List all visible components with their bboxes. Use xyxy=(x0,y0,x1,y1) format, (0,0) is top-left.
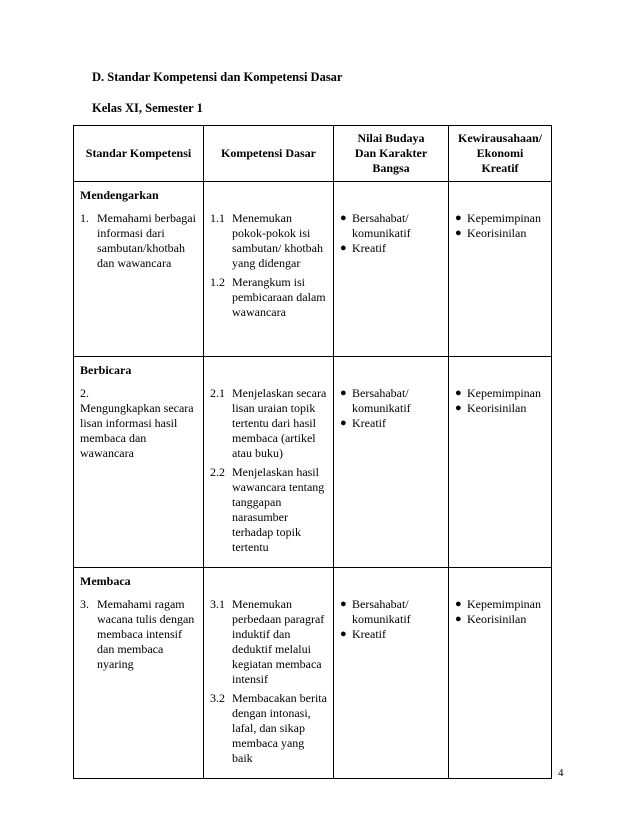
kd-item xyxy=(210,386,327,461)
competency-table xyxy=(73,125,552,779)
header-nilai-budaya xyxy=(334,126,449,182)
nilai-text: Kreatif xyxy=(352,415,386,430)
page-number: 4 xyxy=(558,767,564,779)
header-kew-line-1: Kewirausahaan/ xyxy=(457,131,542,145)
list-item xyxy=(340,211,442,241)
kd-item xyxy=(210,597,327,687)
sk-number: 2. xyxy=(80,385,89,400)
header-nilai-line-3: Bangsa xyxy=(372,161,410,175)
kd-number: 1.2 xyxy=(210,275,225,289)
list-item xyxy=(340,627,442,642)
list-item xyxy=(455,211,545,226)
kew-text: Keorisinilan xyxy=(467,226,527,240)
kd-item xyxy=(210,465,327,555)
class-semester-label: Kelas XI, Semester 1 xyxy=(92,101,203,115)
nilai-text: Kreatif xyxy=(352,626,386,641)
bullet-icon: ● xyxy=(340,627,347,640)
bullet-icon: ● xyxy=(455,612,462,625)
section-title: Berbicara xyxy=(74,356,204,383)
bullet-icon: ● xyxy=(340,416,347,429)
header-nilai-line-2: Dan Karakter xyxy=(354,146,428,160)
bullet-icon: ● xyxy=(340,212,347,224)
kd-number: 1.1 xyxy=(210,211,225,225)
kd-text: Membacakan berita dengan intonasi, lafal, dan sikap membaca yang baik xyxy=(232,690,327,765)
bullet-icon: ● xyxy=(455,212,462,224)
list-item xyxy=(455,597,545,612)
kd-item xyxy=(210,275,327,320)
bullet-icon: ● xyxy=(340,242,347,254)
sk-cell xyxy=(74,208,204,356)
kd-number: 3.2 xyxy=(210,690,225,705)
bullet-icon: ● xyxy=(455,597,462,610)
header-kew-line-3: Kreatif xyxy=(481,161,519,175)
nilai-text: Bersahabat/ komunikatif xyxy=(352,385,411,415)
kd-text: Menemukan perbedaan paragraf induktif dan deduktif melalui kegiatan membaca intensif xyxy=(232,596,325,686)
kd-item xyxy=(210,211,327,271)
header-kewirausahaan xyxy=(449,126,552,182)
bullet-icon: ● xyxy=(455,401,462,414)
bullet-icon: ● xyxy=(340,386,347,399)
list-item xyxy=(340,241,442,256)
sk-number: 3. xyxy=(80,596,89,611)
kew-text: Keorisinilan xyxy=(467,611,527,626)
section-title: Mendengarkan xyxy=(74,182,204,209)
kd-item xyxy=(210,691,327,766)
sk-text: Memahami ragam wacana tulis dengan membaca intensif dan membaca nyaring xyxy=(97,596,195,671)
sk-cell xyxy=(74,594,204,779)
nilai-cell xyxy=(334,594,449,779)
kd-text: Menjelaskan secara lisan uraian topik tertentu dari hasil membaca (artikel atau buku) xyxy=(232,385,327,460)
section-title: Membaca xyxy=(74,567,204,594)
nilai-text: Bersahabat/ komunikatif xyxy=(352,596,411,626)
sk-text: Memahami berbagai informasi dari sambutan/khotbah dan wawancara xyxy=(97,211,196,270)
list-item xyxy=(340,597,442,627)
list-item xyxy=(455,401,545,416)
kew-text: Kepemimpinan xyxy=(467,596,541,611)
kd-cell xyxy=(204,383,334,568)
list-item xyxy=(455,226,545,241)
section-heading: D. Standar Kompetensi dan Kompetensi Dasar xyxy=(92,70,343,84)
kd-text: Menemukan pokok-pokok isi sambutan/ khotbah yang didengar xyxy=(232,211,323,270)
header-standar-kompetensi: Standar Kompetensi xyxy=(74,126,204,182)
nilai-text: Kreatif xyxy=(352,241,386,255)
header-kompetensi-dasar: Kompetensi Dasar xyxy=(204,126,334,182)
kd-text: Menjelaskan hasil wawancara tentang tanggapan narasumber terhadap topik tertentu xyxy=(232,464,325,554)
kewirausahaan-cell xyxy=(449,208,552,356)
kew-text: Keorisinilan xyxy=(467,400,527,415)
kd-number: 2.1 xyxy=(210,385,225,400)
bullet-icon: ● xyxy=(455,386,462,399)
kd-text: Merangkum isi pembicaraan dalam wawancara xyxy=(232,275,326,319)
kd-number: 2.2 xyxy=(210,464,225,479)
nilai-text: Bersahabat/ komunikatif xyxy=(352,211,411,240)
kd-cell xyxy=(204,208,334,356)
kd-cell xyxy=(204,594,334,779)
header-kew-line-2: Ekonomi xyxy=(476,146,524,160)
kd-number: 3.1 xyxy=(210,596,225,611)
list-item xyxy=(455,612,545,627)
kew-text: Kepemimpinan xyxy=(467,385,541,400)
list-item xyxy=(455,386,545,401)
kew-text: Kepemimpinan xyxy=(467,211,541,225)
list-item xyxy=(340,416,442,431)
header-nilai-line-1: Nilai Budaya xyxy=(357,131,425,145)
sk-cell xyxy=(74,383,204,568)
bullet-icon: ● xyxy=(455,227,462,239)
list-item xyxy=(340,386,442,416)
nilai-cell xyxy=(334,208,449,356)
sk-number: 1. xyxy=(80,211,89,225)
kewirausahaan-cell xyxy=(449,594,552,779)
bullet-icon: ● xyxy=(340,597,347,610)
sk-text: Mengungkapkan secara lisan informasi hasil membaca dan wawancara xyxy=(80,400,194,460)
nilai-cell xyxy=(334,383,449,568)
kewirausahaan-cell xyxy=(449,383,552,568)
